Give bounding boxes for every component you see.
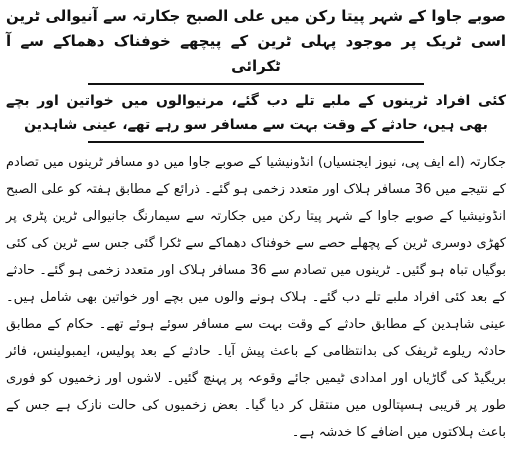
article-body: جکارتہ (اے ایف پی، نیوز ایجنسیاں) انڈونیشیا کے صوبے جاوا میں دو مسافر ٹرینوں میں تصادم کے نتیجے میں 36 مسافر ہلاک اور متعدد زخمی ہو گئے۔ ذرائع کے مطابق ہفتہ کو علی الصبح انڈونیشیا کے صوبے جاوا کے شہر پیتا رکن میں جکارتہ سے سیمارنگ جانیوالی ٹرین پٹری پر کھڑی دوسری ٹرین کے پچھلے حصے سے خوفناک دھماکے سے ٹکرا گئی جس سے ٹرین کی کئی بوگیاں تباہ ہو گئیں۔ ٹرینوں میں تصادم سے 36 مسافر ہلاک اور متعدد زخمی ہو گئے۔ حادثے کے بعد کئی افراد ملبے تلے دب گئے۔ ہلاک ہونے والوں میں بچے اور خواتین بھی شامل ہیں۔ عینی شاہدین کے مطابق حادثے کے وقت بہت سے مسافر سوئے ہوئے تھے۔ حکام کے مطابق حادثہ ریلوے ٹریفک کی بدانتظامی کے باعث پیش آیا۔ حادثے کے بعد پولیس، ایمبولینس، فائر بریگیڈ کی گاڑیاں اور امدادی ٹیمیں جائے وقوعہ پر پہنچ گئیں۔ لاشوں اور زخمیوں کو فوری طور پر قریبی ہسپتالوں میں منتقل کر دیا گیا۔ بعض زخمیوں کی حالت نازک ہے جس کے باعث ہلاکتوں میں اضافے کا خدشہ ہے۔ (6, 155, 507, 440)
divider-top (88, 83, 424, 85)
divider-bottom (88, 141, 424, 143)
headline: صوبے جاوا کے شہر پیتا رکن میں علی الصبح جکارتہ سے آنیوالی ٹرین اسی ٹریک پر موجود پہلی ٹرین کے پیچھے خوفناک دھماکے سے آ ٹکرائی (6, 7, 506, 75)
subheadline: کئی افراد ٹرینوں کے ملبے تلے دب گئے، مرنیوالوں میں خواتین اور بچے بھی ہیں، حادثے کے وقت بہت سے مسافر سو رہے تھے، عینی شاہدین (6, 93, 506, 133)
